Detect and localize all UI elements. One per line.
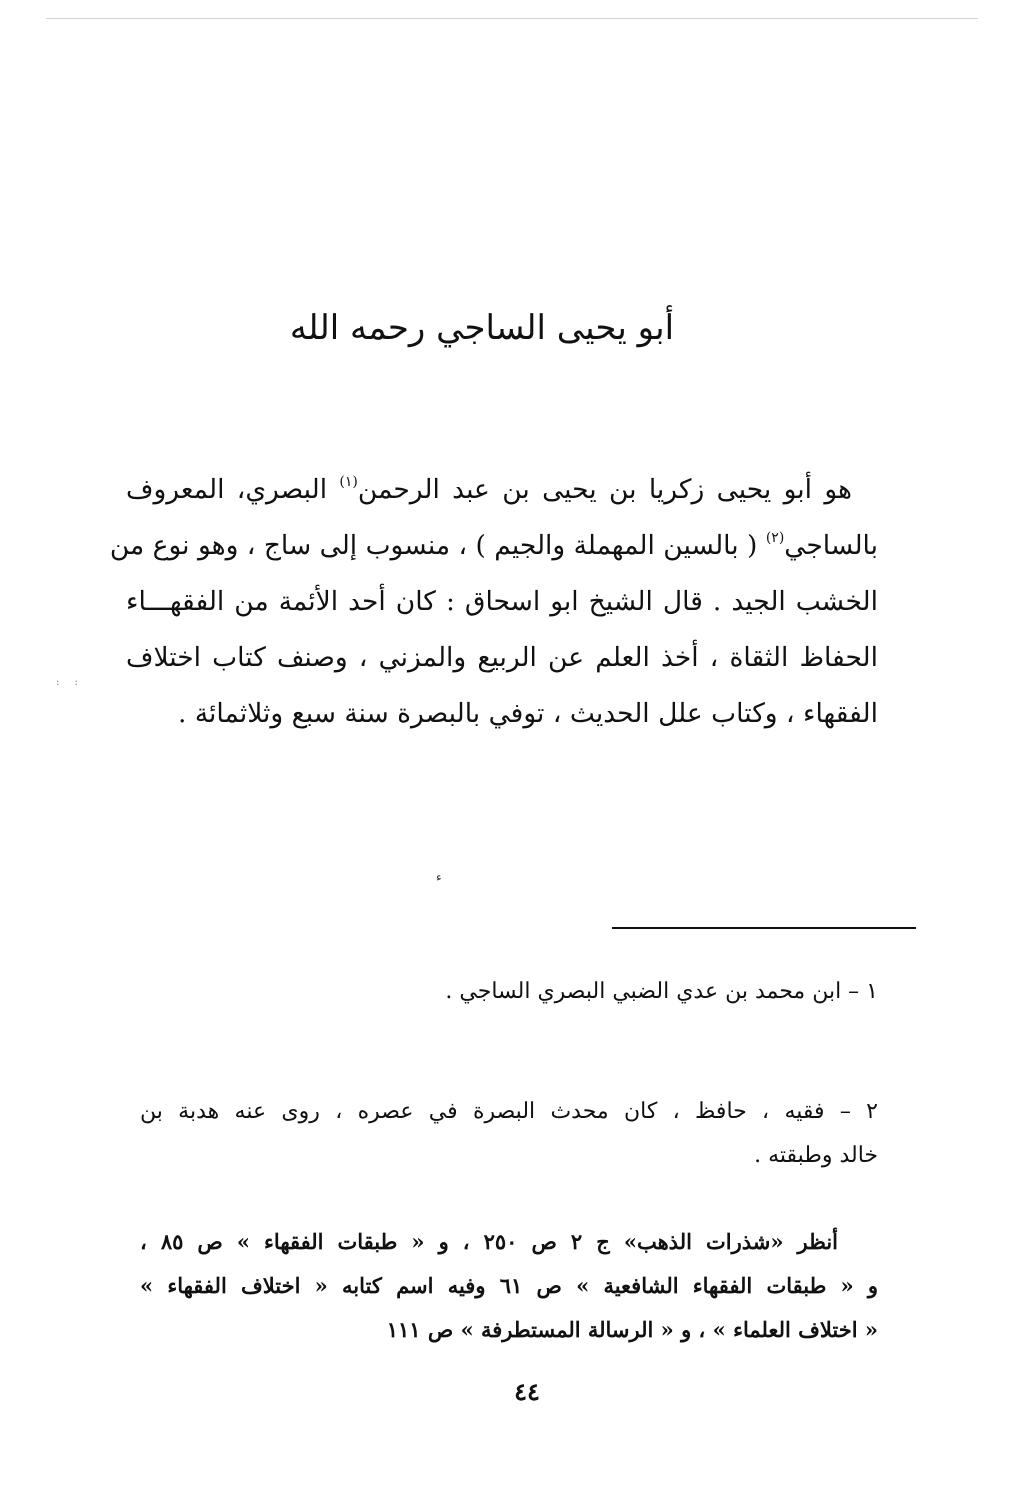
bio-line-2 bbox=[109, 518, 878, 574]
references-line-1: أنظر «شذرات الذهب» ج ٢ ص ٢٥٠ ، و « طبقات الفقهاء » ص ٨٥ ، bbox=[140, 1229, 838, 1254]
footnote-separator bbox=[612, 927, 916, 929]
references-line-3: « اختلاف العلماء » ، و « الرسالة المستطرفة » ص ١١١ bbox=[386, 1317, 878, 1342]
bio-line-1 bbox=[126, 462, 878, 518]
bio-line-1-text: هو أبو يحيى زكريا بن يحيى بن عبد الرحمن bbox=[357, 474, 852, 505]
stray-mark: ء bbox=[436, 870, 442, 884]
footnote-1: ١ – ابن محمد بن عدي الضبي البصري الساجي . bbox=[445, 979, 878, 1004]
bio-line-2-text: بالساجي bbox=[784, 530, 878, 561]
margin-marks: : : bbox=[56, 677, 84, 688]
biography-paragraph bbox=[109, 462, 878, 742]
footnote-ref-1: (١) bbox=[339, 474, 358, 490]
bio-line-2-text-end: ( بالسين المهملة والجيم ) ، منسوب إلى ساج ، وهو نوع من bbox=[109, 530, 766, 561]
footnote-2-line-1: ٢ – فقيه ، حافظ ، كان محدث البصرة في عصره ، روى عنه هدبة بن bbox=[140, 1099, 878, 1124]
bio-line-5: الفقهاء ، وكتاب علل الحديث ، توفي بالبصرة سنة سبع وثلاثمائة . bbox=[178, 698, 878, 729]
footnote-2 bbox=[140, 1090, 878, 1178]
bio-line-1-text-end: البصري، المعروف bbox=[126, 474, 340, 505]
bio-line-4: الحفاظ الثقاة ، أخذ العلم عن الربيع والمزني ، وصنف كتاب اختلاف bbox=[126, 642, 878, 673]
footnote-ref-2: (٢) bbox=[765, 530, 785, 546]
footnote-2-line-2: خالد وطبقته . bbox=[754, 1143, 878, 1168]
bio-line-3: الخشب الجيد . قال الشيخ ابو اسحاق : كان أحد الأئمة من الفقهـــاء bbox=[126, 586, 878, 617]
page-number: ٤٤ bbox=[514, 1377, 540, 1406]
references-line-2: و « طبقات الفقهاء الشافعية » ص ٦١ وفيه اسم كتابه « اختلاف الفقهاء » bbox=[140, 1273, 878, 1298]
page-title: أبو يحيى الساجي رحمه الله bbox=[289, 308, 675, 348]
references-note bbox=[140, 1220, 878, 1352]
